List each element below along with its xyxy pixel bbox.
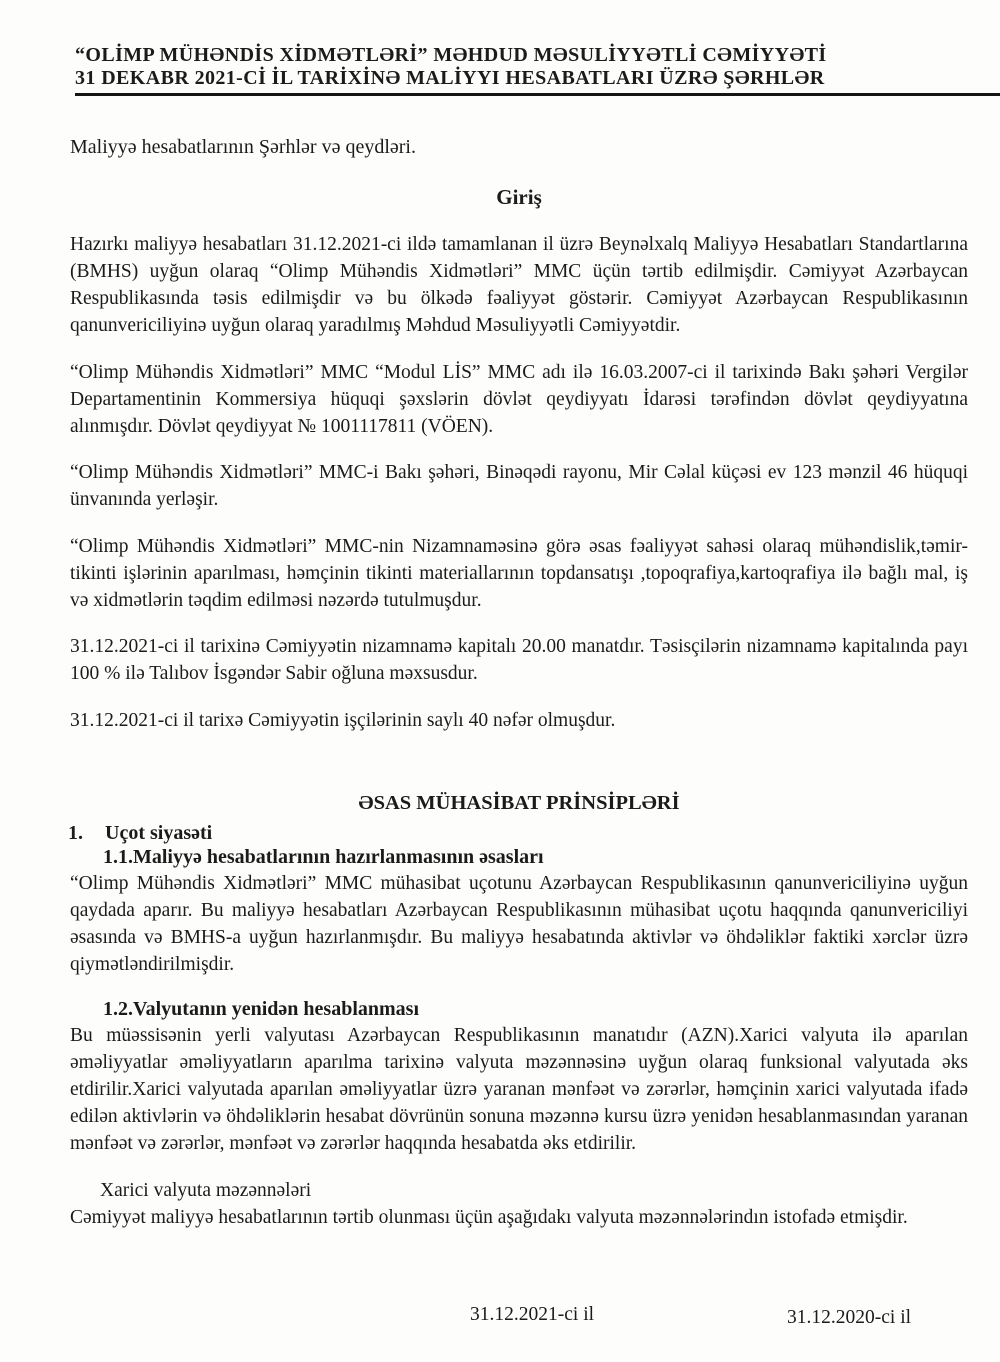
intro-paragraph: 31.12.2021-ci il tarixinə Cəmiyyətin nizamnamə kapitalı 20.00 manatdır. Təsisçilərin nizamnamə kapitalında payı 100 % ilə Talıbov İsgəndər Sabir oğluna məxsusdur. <box>70 636 968 684</box>
report-title: 31 DEKABR 2021-Cİ İL TARİXİNƏ MALİYYI HESABATLARI ÜZRƏ ŞƏRHLƏR <box>75 67 825 89</box>
intro-paragraph: “Olimp Mühəndis Xidmətləri” MMC-i Bakı şəhəri, Binəqədi rayonu, Mir Cəlal küçəsi ev 123 mənzil 46 hüquqi ünvanında yerləşir. <box>70 462 968 510</box>
document-subtitle: Maliyyə hesabatlarının Şərhlər və qeydləri. <box>70 136 416 158</box>
date-column-2020: 31.12.2020-ci il <box>787 1307 912 1328</box>
comparison-date-columns <box>0 1301 1000 1331</box>
intro-paragraph: 31.12.2021-ci il tarixə Cəmiyyətin işçilərinin saylı 40 nəfər olmuşdur. <box>70 709 616 731</box>
intro-heading: Giriş <box>496 185 542 209</box>
subsection-1-2-text: Bu müəssisənin yerli valyutası Azərbaycan Respublikasının manatıdır (AZN).Xarici valyuta ilə aparılan əməliyyatlar əməliyyatların aparılma tarixinə valyuta məzənnəsinə uyğun olaraq funksional valyutada əks etdirilir.Xarici valyutada aparılan əməliyyatlar üzrə yaranan mənfəət və zərərlər, həmçinin xarici valyutada ifadə edilən aktivlərin və öhdəliklərin hesabat dövrünün sonuna məzənnə kursu üzrə yenidən hesablanmasından yaranan mənfəət və zərərlər, mənfəət və zərərlər haqqında hesabatda əks etdirilir. <box>70 1025 968 1154</box>
intro-paragraph: Hazırkı maliyyə hesabatları 31.12.2021-ci ildə tamamlanan il üzrə Beynəlxalq Maliyyə Hesabatları Standartlarına (BMHS) uyğun olaraq “Olimp Mühəndis Xidmətləri” MMC üçün tərtib edilmişdir. Cəmiyyət Azərbaycan Respublikasında təsis edilmişdir və bu ölkədə fəaliyyət göstərir. Cəmiyyət Azərbaycan Respublikasının qanunvericiliyinə uyğun olaraq yaradılmış Məhdud Məsuliyyətli Cəmiyyətdir. <box>70 234 968 336</box>
intro-paragraph: “Olimp Mühəndis Xidmətləri” MMC “Modul LİS” MMC adı ilə 16.03.2007-ci il tarixində Bakı şəhəri Vergilər Departamentinin Kommersiya hüquqi şəxslərin dövlət qeydiyyatı İdarəsi tərəfindən dövlət qeydiyyatına alınmışdır. Dövlət qeydiyyat № 1001117811 (VÖEN). <box>70 361 968 437</box>
subsection-1-1-heading: 1.1.Maliyyə hesabatlarının hazırlanmasının əsasları <box>103 845 544 868</box>
subsection-1-1-text: “Olimp Mühəndis Xidmətləri” MMC mühasibat uçotunu Azərbaycan Respublikasının qanunvericiliyinə uyğun qaydada aparır. Bu maliyyə hesabatları Azərbaycan Respublikasının mühasibat uçotu haqqında qanunvericiliyi əsasında və BMHS-a uyğun hazırlanmışdır. Bu maliyyə hesabatında aktivlər və öhdəliklər faktiki xərclər üzrə qiymətləndirilmişdir. <box>70 872 968 975</box>
company-title: “OLİMP MÜHƏNDİS XİDMƏTLƏRİ” MƏHDUD MƏSULİYYƏTLİ CƏMİYYƏTİ <box>75 44 827 66</box>
report-title-underlined <box>75 67 1000 96</box>
section-1-title: Uçot siyasəti <box>105 821 213 844</box>
section-1-number: 1. <box>68 821 83 844</box>
subsection-1-2-heading: 1.2.Valyutanın yenidən hesablanması <box>103 998 420 1020</box>
intro-paragraph: “Olimp Mühəndis Xidmətləri” MMC-nin Nizamnaməsinə görə əsas fəaliyyət sahəsi olaraq mühəndislik,təmir-tikinti işlərinin aparılması, həmçinin tikinti materiallarının topdansatışı ,topoqrafiya,kartoqrafiya ilə bağlı mal, iş və xidmətlərin təqdim edilməsi nəzərdə tutulmuşdur. <box>70 535 968 611</box>
fx-rates-label: Xarici valyuta məzənnələri <box>100 1179 312 1201</box>
date-column-2021: 31.12.2021-ci il <box>470 1304 595 1325</box>
fx-rates-text: Cəmiyyət maliyyə hesabatlarının tərtib olunması üçün aşağıdakı valyuta məzənnələrindın istofadə etmişdir. <box>70 1206 908 1228</box>
document-header <box>75 44 968 96</box>
section-1-heading <box>70 821 968 845</box>
principles-heading: ƏSAS MÜHASİBAT PRİNSİPLƏRİ <box>358 791 680 814</box>
